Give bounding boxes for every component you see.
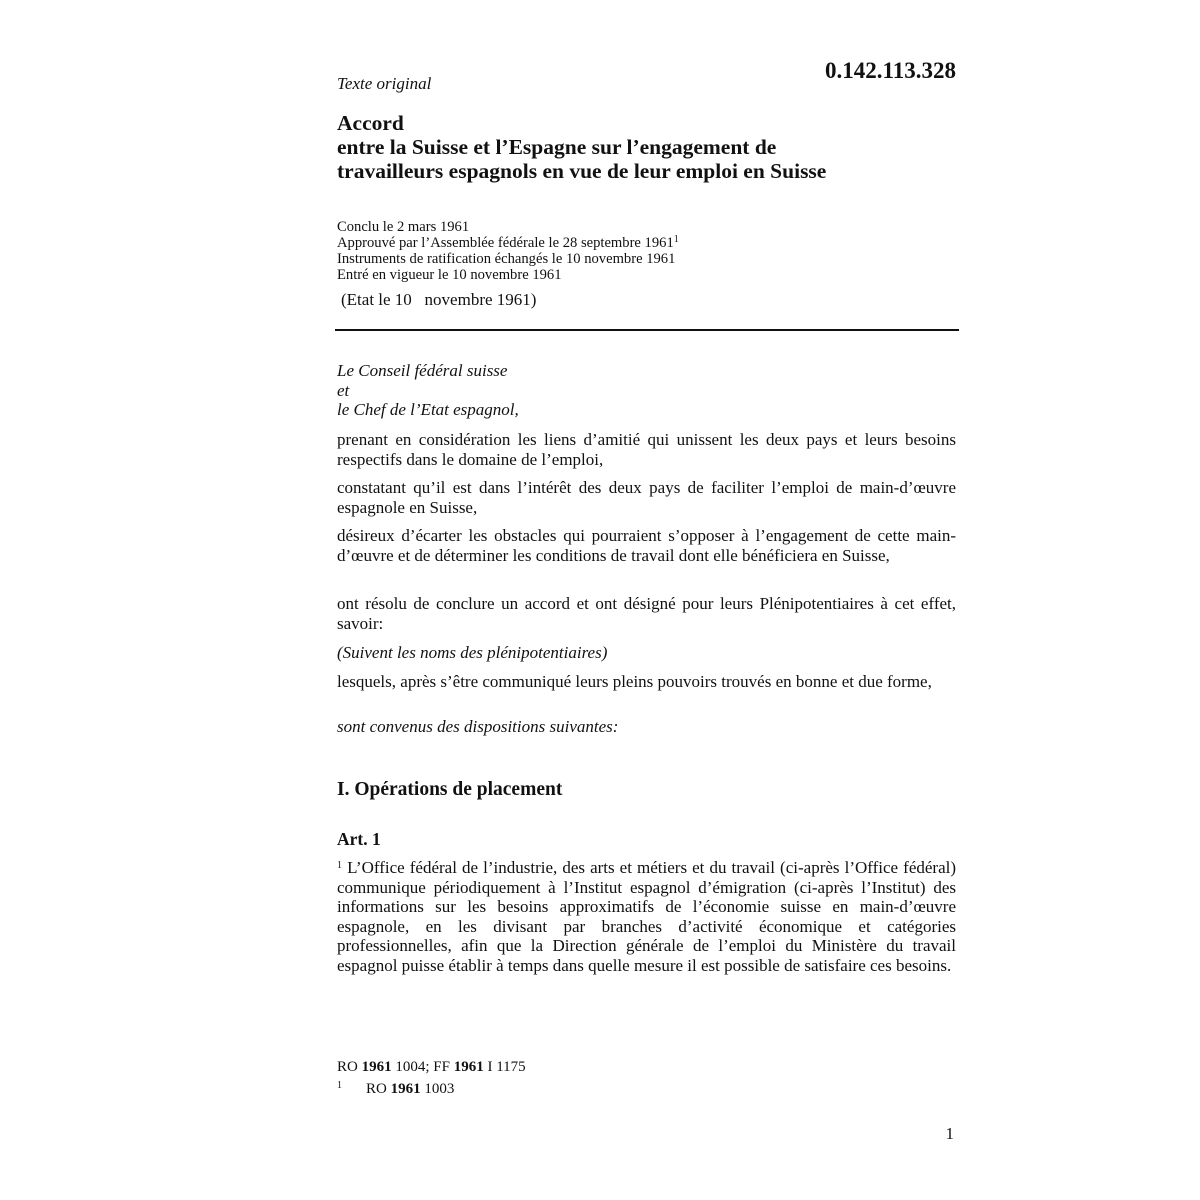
preamble-paragraph-4: ont résolu de conclure un accord et ont désigné pour leurs Plénipotentiaires à cet effet, savoir: <box>337 594 956 633</box>
article-1-text: L’Office fédéral de l’industrie, des arts et métiers et du travail (ci-après l’Office fédéral) communique périodiquement à l’Institut espagnol d’émigration (ci-après l’Institut) des informations sur les besoins approximatifs de l’économie suisse en main-d’œuvre espagnole, en les divisant par branches d’activité économique et catégories professionnelles, afin que la Direction générale de l’emploi du Ministère du travail espagnol puisse établir à temps dans quelle mesure il est possible de satisfaire ces besoins. <box>337 858 957 975</box>
page-number: 1 <box>945 1124 954 1143</box>
ro-prefix: RO <box>337 1059 358 1075</box>
paragraph-number: 1 <box>337 860 342 871</box>
article-1-paragraph <box>337 858 956 975</box>
original-text-label: Texte original <box>337 74 432 93</box>
section-heading: I. Opérations de placement <box>337 779 563 800</box>
publication-reference <box>337 1059 526 1076</box>
approved-date <box>337 235 957 251</box>
document-number: 0.142.113.328 <box>825 58 956 83</box>
conjunction: et <box>337 381 350 400</box>
ro-year: 1961 <box>361 1059 392 1075</box>
footnote-prefix: RO <box>366 1081 387 1097</box>
plenipotentiaries-note: (Suivent les noms des plénipotentiaires) <box>337 643 608 662</box>
footnote-page: 1003 <box>424 1081 455 1097</box>
title-line-1: Accord <box>337 111 404 135</box>
footnote-number: 1 <box>337 1080 342 1091</box>
concluded-date: Conclu le 2 mars 1961 <box>337 219 470 235</box>
approved-footnote-ref: 1 <box>673 234 679 245</box>
document-title <box>337 111 977 183</box>
ro-page: 1004; FF <box>395 1059 450 1075</box>
ratification-date: Instruments de ratification échangés le 10 novembre 1961 <box>337 251 676 267</box>
article-heading: Art. 1 <box>337 829 381 849</box>
footnote-1 <box>337 1080 454 1098</box>
metadata-block <box>337 219 957 283</box>
status-date: (Etat le 10 novembre 1961) <box>341 290 537 309</box>
title-line-3: travailleurs espagnols en vue de leur emploi en Suisse <box>337 159 827 183</box>
preamble-paragraph-2: constatant qu’il est dans l’intérêt des deux pays de faciliter l’emploi de main-d’œuvre espagnole en Suisse, <box>337 478 956 517</box>
in-force-date: Entré en vigueur le 10 novembre 1961 <box>337 267 562 283</box>
title-line-2: entre la Suisse et l’Espagne sur l’engagement de <box>337 135 777 159</box>
ff-reference: I 1175 <box>487 1059 526 1075</box>
agreed-provisions: sont convenus des dispositions suivantes: <box>337 717 619 736</box>
approved-text: Approuvé par l’Assemblée fédérale le 28 septembre 1961 <box>337 235 674 251</box>
preamble-paragraph-1: prenant en considération les liens d’amitié qui unissent les deux pays et leurs besoins respectifs dans le domaine de l’emploi, <box>337 430 956 469</box>
ff-year: 1961 <box>453 1059 484 1075</box>
horizontal-rule <box>335 329 959 331</box>
party-1: Le Conseil fédéral suisse <box>337 361 508 380</box>
preamble-paragraph-5: lesquels, après s’être communiqué leurs pleins pouvoirs trouvés en bonne et due forme, <box>337 672 932 691</box>
party-2: le Chef de l’Etat espagnol, <box>337 400 519 419</box>
preamble-paragraph-3: désireux d’écarter les obstacles qui pourraient s’opposer à l’engagement de cette main-d’œuvre et de déterminer les conditions de travail dont elle bénéficiera en Suisse, <box>337 526 956 565</box>
footnote-year: 1961 <box>390 1081 421 1097</box>
